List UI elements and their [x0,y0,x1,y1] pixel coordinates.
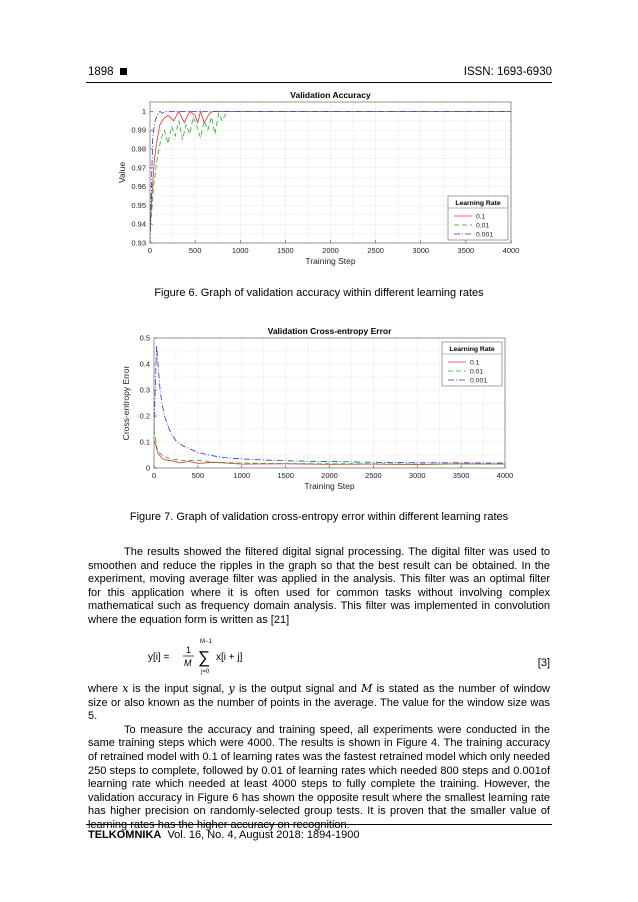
svg-text:M−1: M−1 [200,639,212,645]
x-tick-label: 4000 [502,246,520,255]
svg-text:j=0: j=0 [201,669,210,675]
figure-6-chart [100,88,530,278]
x-tick-label: 3500 [452,471,470,480]
x-tick-label: 1500 [277,246,294,255]
x-tick-label: 1000 [231,246,249,255]
legend [442,342,502,386]
x-tick-label: 2500 [365,471,382,480]
x-tick-label: 2000 [321,471,338,480]
x-tick-label: 3000 [412,246,430,255]
y-tick-label: 0 [145,463,150,473]
y-tick-label: 0.2 [139,411,150,421]
paragraph-1: The results showed the filtered digital signal processing. The digital filter was used to smoothen and reduce the ripples in the graph so that the best result can be obtained. In the experiment, moving average filter was applied in the analysis. This filter was an optimal filter for this application where it is often used for common tasks without involving complex mathematical such as frequency domain analysis. This filter was implemented in convolution where the equation form is written as [21] [88,546,550,626]
legend-entry-0.01: 0.01 [470,368,484,376]
legend-title: Learning Rate [455,200,501,207]
legend-title: Learning Rate [449,346,495,353]
paragraph-3: To measure the accuracy and training speed, all experiments were conducted in the same training steps which were 4000. The results is shown in Figure 4. The training accuracy of retrained model with 0.1 of learning rates was the fastest retrained model which only needed 250 steps to complete, followed by 0.01 of learning rates which needed 800 steps and 0.001of learning rate which needed at least 4000 steps to fully complete the training. However, the validation accuracy in Figure 6 has shown the opposite result where the smallest learning rate has higher precision on randomly-selected group tests. It is proven that the smaller value of learning rates has the higher accuracy on recognition. [88,723,550,831]
footer-rule [86,824,552,825]
equation-number: [3] [537,657,550,669]
legend-entry-0.1: 0.1 [470,359,480,367]
y-axis-label: Value [117,161,127,184]
paragraph-2: where x is the input signal, y is the output signal and M is stated as the number of window size or also known as the number of points in the average. The value for the window size was 5. To measure the accuracy and training speed, all experiments were conducted in the same training steps which were 4000. The results is shown in Figure 4. The training accuracy of retrained model with 0.1 of learning rates was the fastest retrained model which only needed 250 steps to complete, followed by 0.01 of learning rates which needed 800 steps and 0.001of learning rate which needed at least 4000 steps to fully complete the training. However, the validation accuracy in Figure 6 has shown the opposite result where the smallest learning rate has higher precision on randomly-selected group tests. It is proven that the smaller value of learning rates has the higher accuracy on recognition. [88,682,551,831]
header-rule [86,82,552,83]
y-tick-label: 0.98 [131,144,146,154]
x-tick-label: 1000 [233,471,251,480]
chart-title: Validation Accuracy [290,90,371,100]
svg-text:1: 1 [186,645,192,655]
x-tick-label: 500 [188,246,202,255]
x-axis-label: Training Step [305,256,356,266]
figure-7-chart [100,320,530,500]
x-tick-label: 500 [191,471,205,480]
y-tick-label: 0.99 [131,125,146,135]
equation-moving-average [148,634,268,679]
x-tick-label: 1500 [277,471,294,480]
y-tick-label: 0.95 [131,200,146,210]
legend [448,196,508,240]
y-tick-label: 0.94 [131,219,146,229]
chart-title: Validation Cross-entropy Error [267,326,392,336]
x-axis-label: Training Step [304,481,355,491]
y-tick-label: 0.96 [131,182,146,192]
page-number: 1898 [88,66,127,78]
x-tick-label: 0 [151,471,157,480]
x-tick-label: 2500 [367,246,384,255]
svg-text:y[i] =: y[i] = [148,652,170,663]
y-tick-label: 1 [141,106,146,116]
y-tick-label: 0.3 [139,385,150,395]
svg-text:M: M [184,658,192,668]
y-tick-label: 0.4 [139,359,150,369]
legend-entry-0.1: 0.1 [476,213,486,221]
y-tick-label: 0.97 [131,163,146,173]
figure-7-caption: Figure 7. Graph of validation cross-entropy error within different learning rates [129,511,509,523]
figure-6-caption: Figure 6. Graph of validation accuracy within different learning rates [154,287,484,299]
x-tick-label: 2000 [322,246,339,255]
footer: TELKOMNIKA Vol. 16, No. 4, August 2018: 1894-1900 [88,829,360,841]
legend-entry-0.001: 0.001 [470,377,488,385]
square-bullet-icon [120,68,127,75]
y-axis-label: Cross-entropy Error [121,365,131,441]
y-tick-label: 0.1 [139,437,150,447]
legend-entry-0.01: 0.01 [476,222,490,230]
legend-entry-0.001: 0.001 [476,231,494,239]
x-tick-label: 3500 [457,246,475,255]
x-tick-label: 0 [147,246,153,255]
y-tick-label: 0.5 [139,333,150,343]
issn: ISSN: 1693-6930 [463,66,552,78]
svg-text:x[i + j]: x[i + j] [216,652,243,663]
y-tick-label: 0.93 [131,238,146,248]
x-tick-label: 4000 [496,471,514,480]
x-tick-label: 3000 [408,471,426,480]
svg-text:∑: ∑ [198,648,211,667]
